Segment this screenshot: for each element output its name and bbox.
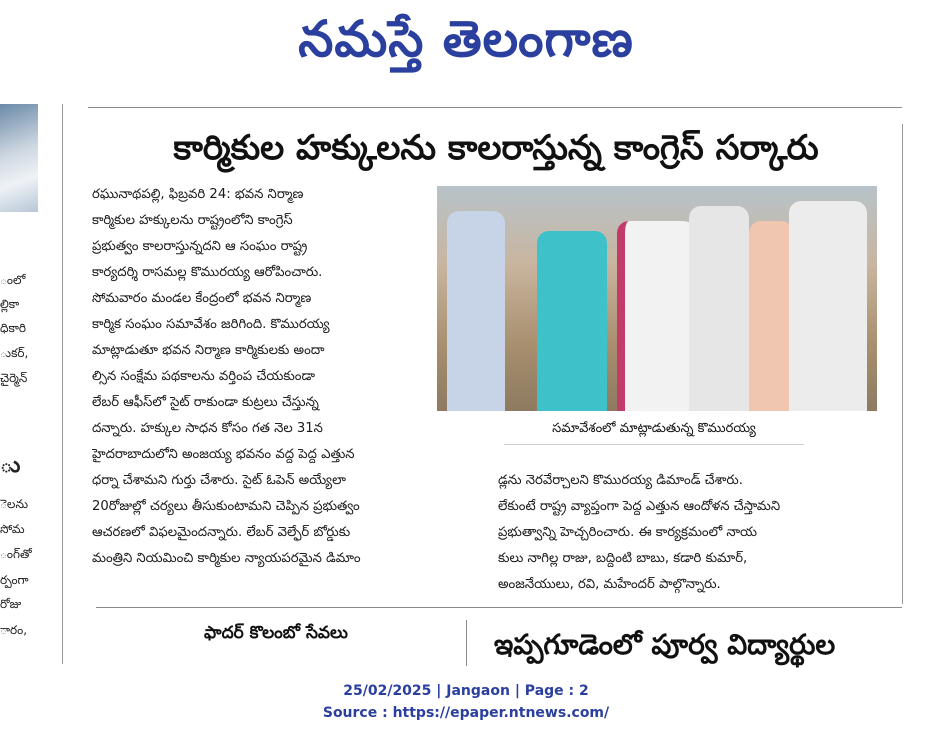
left-fragment: ు	[0, 453, 21, 478]
body-line: మాట్లాడుతూ భవన నిర్మాణ కార్మికులకు అందా	[92, 343, 325, 358]
left-fragment: ధికారి	[0, 321, 26, 335]
body-line: డ్లను నెరవేర్చాలని కొమురయ్య డిమాండ్‌ చేశారు.	[498, 473, 743, 488]
body-line: ఆచరణలో విఫలమైందన్నారు. లేబర్‌ వెల్ఫేర్‌ బోర్డుకు	[92, 525, 351, 540]
next-article-headline-right: ఇప్పగూడెంలో పూర్వ విద్యార్థుల	[494, 628, 836, 661]
body-line: ప్రభుత్వం కాలరాస్తున్నదని ఆ సంఘం రాష్ట్ర	[92, 239, 308, 254]
left-fragment: ారం,	[0, 623, 28, 637]
left-fragment: ెలను	[0, 497, 29, 511]
photo-caption: సమావేశంలో మాట్లాడుతున్న కొమురయ్య	[504, 414, 804, 445]
person-figure	[537, 231, 607, 411]
person-figure	[689, 206, 749, 411]
article-photo	[437, 186, 877, 411]
article-body-right	[498, 468, 896, 598]
column-divider	[902, 124, 903, 604]
column-divider	[62, 104, 63, 664]
body-line: హైదరాబాదులోని అంజయ్య భవనం వద్ద పెద్ద ఎత్తున	[92, 447, 355, 462]
column-divider	[466, 620, 467, 666]
masthead-logo: నమస్తే తెలంగాణ	[298, 10, 634, 68]
person-figure	[617, 221, 695, 411]
person-figure	[447, 211, 505, 411]
edition-info: 25/02/2025 | Jangaon | Page : 2	[343, 683, 589, 699]
left-column-photo	[0, 104, 38, 212]
body-line: సోమవారం మండల కేంద్రంలో భవన నిర్మాణ	[92, 291, 312, 306]
source-link[interactable]: Source : https://epaper.ntnews.com/	[322, 705, 610, 721]
body-line: అంజనేయులు, రవి, మహేందర్‌ పాల్గొన్నారు.	[498, 577, 721, 592]
article-top-rule	[88, 107, 902, 108]
left-fragment: ంలో	[0, 273, 26, 287]
left-fragment: రోజు	[0, 597, 22, 611]
next-article-headline-left: ఫాదర్‌ కొలంబో సేవలు	[204, 623, 348, 643]
body-line: దన్నారు. హక్కుల సాధన కోసం గత నెల 31న	[92, 421, 323, 436]
body-line: ధర్నా చేశామని గుర్తు చేశారు. సైట్‌ ఓపెన్‌ అయ్యేలా	[92, 473, 346, 488]
left-column-clip	[0, 100, 62, 666]
left-fragment: సోమ	[0, 522, 25, 536]
page-footer	[0, 680, 932, 724]
left-fragment: ల్లికా	[0, 297, 20, 311]
body-line: ప్రభుత్వాన్ని హెచ్చరించారు. ఈ కార్యక్రమంలో నాయ	[498, 525, 758, 540]
body-line: ల్సిన సంక్షేమ పథకాలను వర్తింప చేయకుండా	[92, 369, 315, 384]
article-body-column	[92, 182, 430, 442]
body-line: కార్యదర్శి రాసమల్ల కొమురయ్య ఆరోపించారు.	[92, 265, 323, 280]
left-fragment: ుకర్,	[0, 346, 29, 360]
body-line: కులు నాగిల్ల రాజు, బద్దింటి బాబు, కడారి కుమార్‌,	[498, 551, 748, 566]
body-line: లేబర్‌ ఆఫీస్‌లో సైట్‌ రాకుండా కుట్రలు చేస్తున్న	[92, 395, 319, 410]
body-line: రఘునాథపల్లి, ఫిబ్రవరి 24: భవన నిర్మాణ	[92, 187, 304, 202]
left-fragment: ంగ్‌తో	[0, 547, 32, 561]
article-headline: కార్మికుల హక్కులను కాలరాస్తున్న కాంగ్రెస్‌ సర్కారు	[173, 128, 819, 168]
body-line: మంత్రిని నియమించి కార్మికుల న్యాయపరమైన డిమాం	[92, 551, 361, 566]
article-bottom-rule	[96, 607, 902, 608]
body-line: 20రోజుల్లో చర్యలు తీసుకుంటామని చెప్పిన ప్రభుత్వం	[92, 499, 360, 514]
left-fragment: ర్పంగా	[0, 573, 29, 587]
left-fragment: చైర్మెన్	[0, 371, 28, 385]
article-body-wide	[92, 442, 472, 572]
person-figure	[749, 221, 793, 411]
body-line: కార్మికుల హక్కులను రాష్ట్రంలోని కాంగ్రెస్‌	[92, 213, 293, 228]
body-line: లేకుంటే రాష్ట్ర వ్యాప్తంగా పెద్ద ఎత్తున ఆందోళన చేస్తామని	[498, 499, 781, 514]
body-line: కార్మిక సంఘం సమావేశం జరిగింది. కొమురయ్య	[92, 317, 330, 332]
person-figure	[789, 201, 867, 411]
